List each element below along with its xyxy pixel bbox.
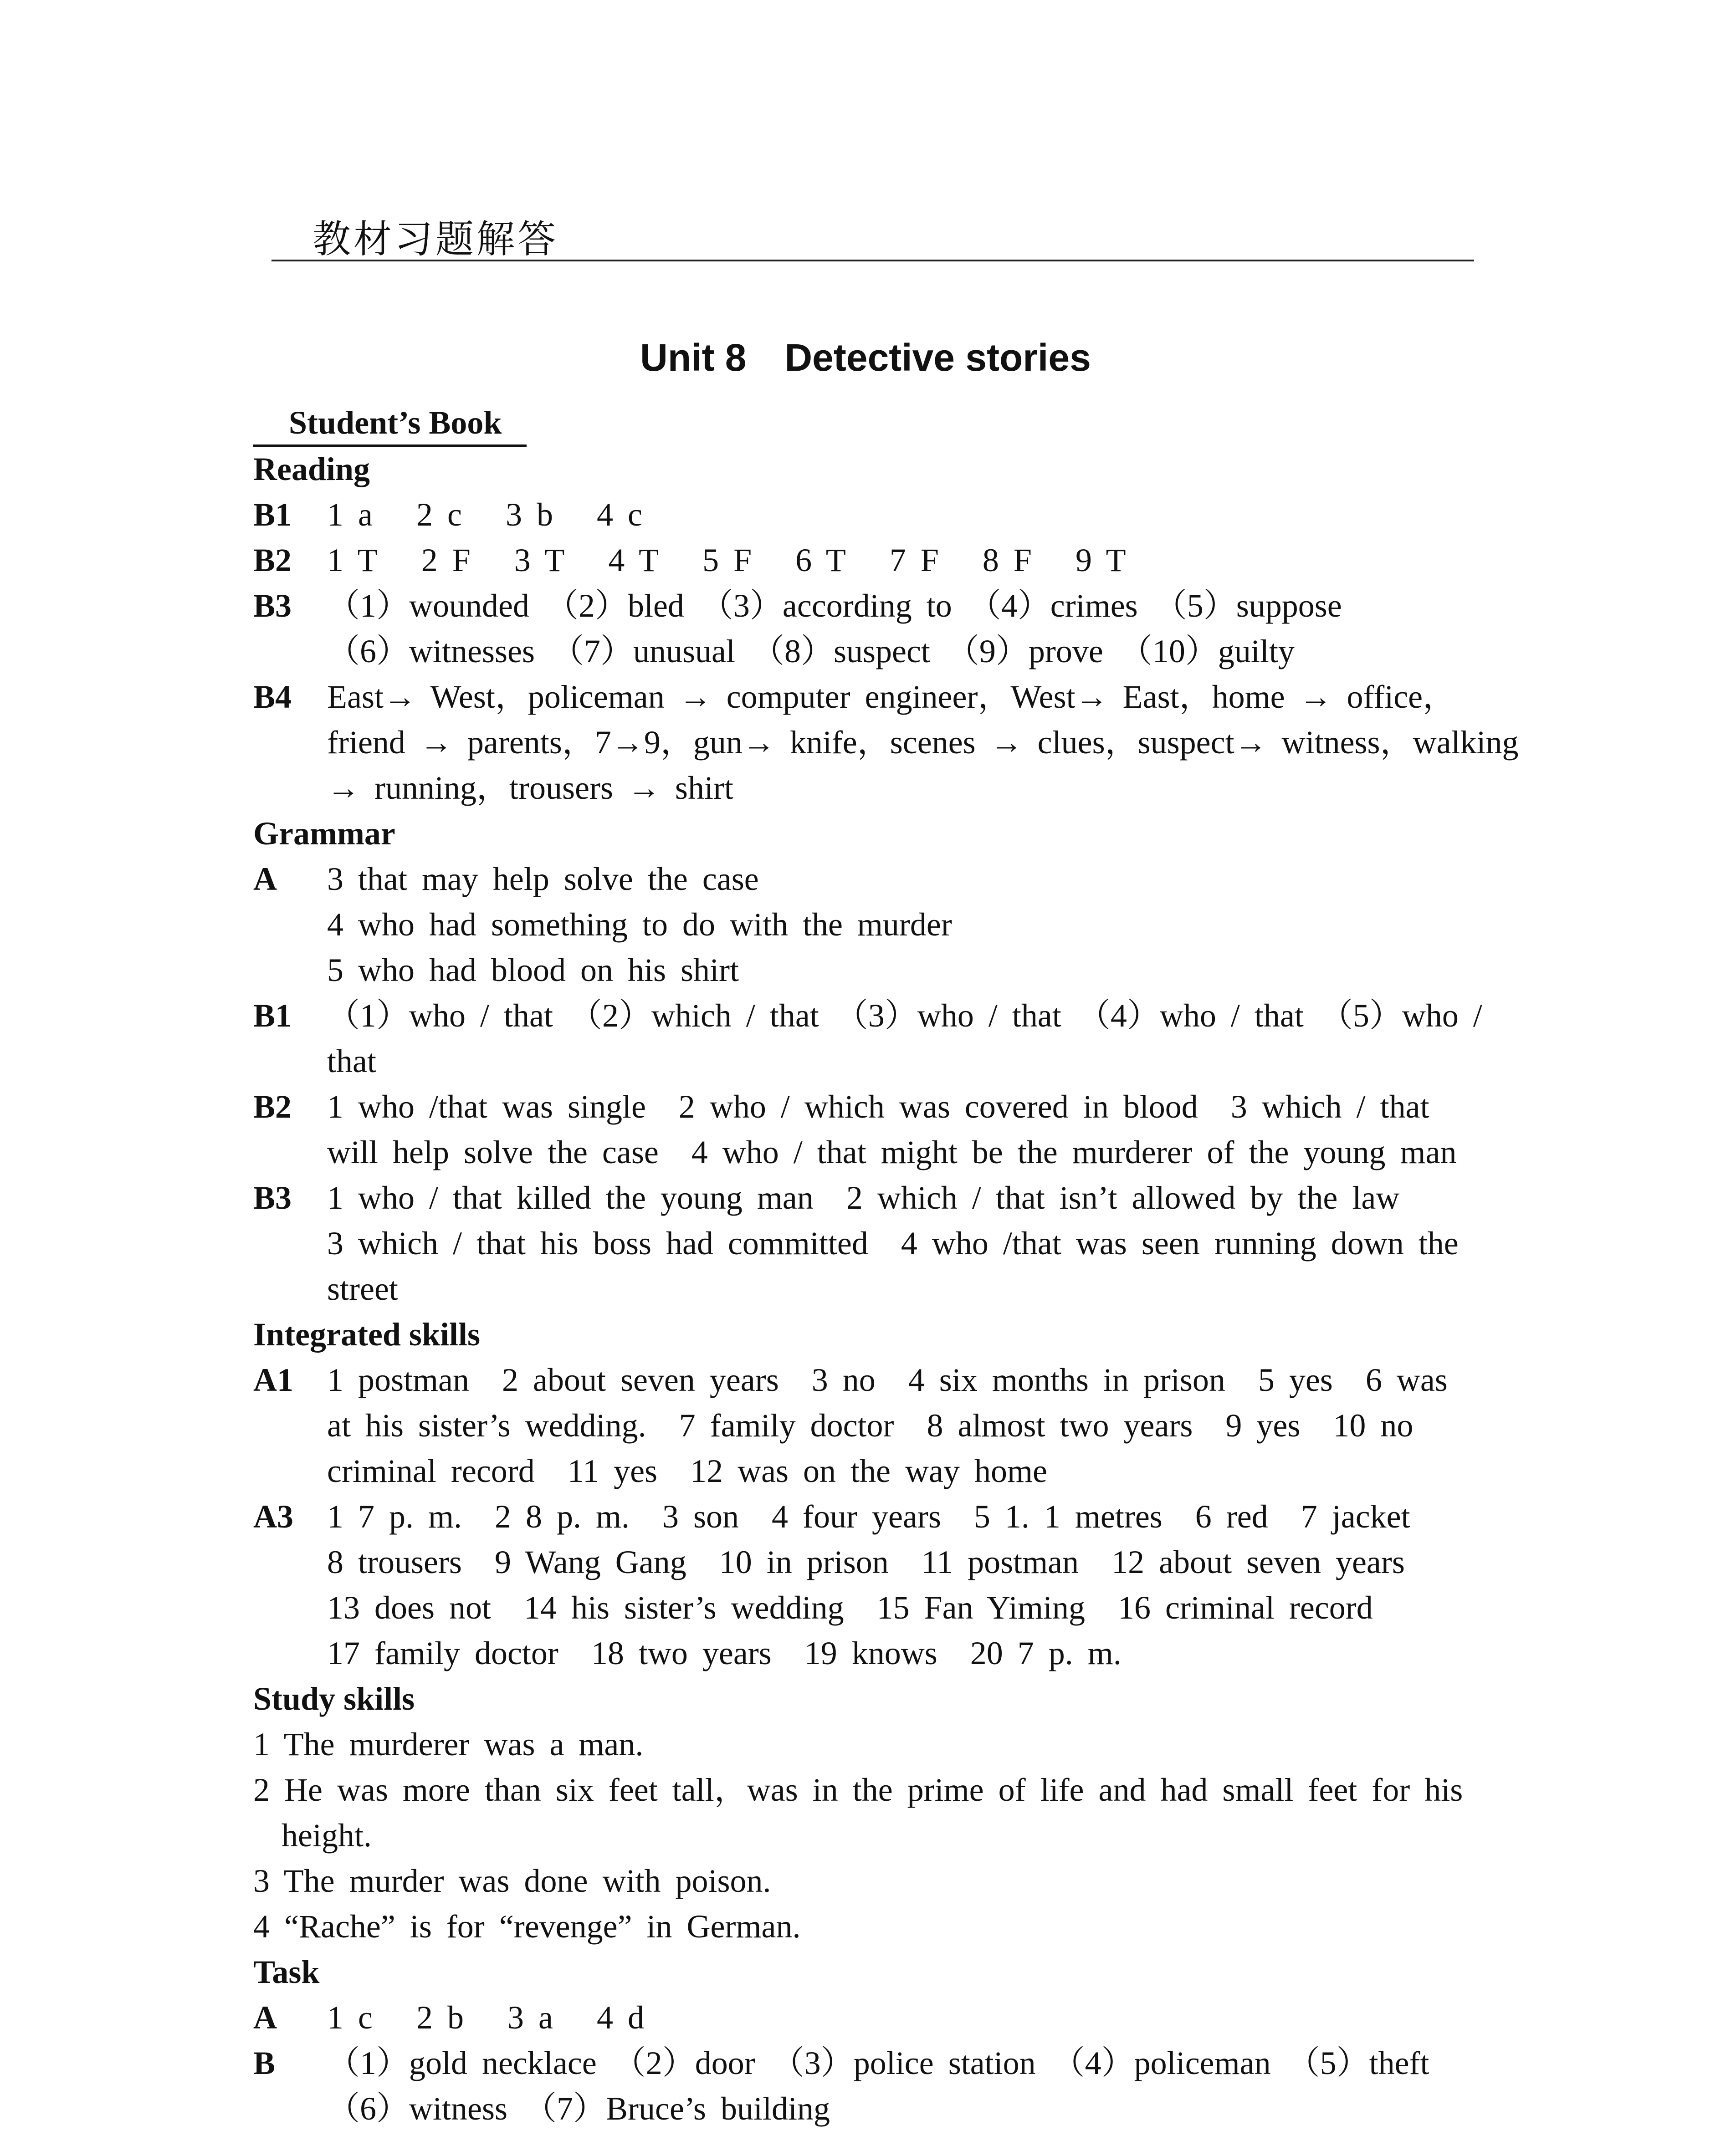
answer-line: 8 trousers 9 Wang Gang 10 in prison 11 postman 12 about seven years: [327, 1544, 1405, 1580]
answer: 3 a: [507, 1999, 553, 2036]
answer-line: 17 family doctor 18 two years 19 knows 20 7 p. m.: [327, 1635, 1122, 1671]
study-skills-item: 2 He was more than six feet tall，was in the prime of life and had small feet for his height.: [253, 1772, 1463, 1854]
task-a: [253, 1995, 1501, 2040]
answer-line: street: [327, 1271, 398, 1307]
answer: 6 T: [795, 542, 846, 578]
answer-line: will help solve the case 4 who / that might be the murderer of the young man: [327, 1134, 1457, 1170]
study-skills-item: 4 “Rache” is for “revenge” in German.: [253, 1908, 801, 1945]
section-title-integrated-skills: Integrated skills: [253, 1316, 481, 1353]
answer-line: （1）who / that （2）which / that （3）who / that （4）who / that （5）who /: [327, 997, 1482, 1034]
question-label: B3: [253, 588, 292, 624]
answer-line: （1）wounded （2）bled （3）according to （4）crimes （5）suppose: [327, 588, 1342, 624]
grammar-a: [253, 856, 1501, 993]
answer-line: （6）witnesses （7）unusual （8）suspect （9）prove （10）guilty: [327, 633, 1295, 669]
question-label: B2: [253, 1088, 292, 1125]
answer: 3 T: [514, 542, 565, 578]
question-label: B2: [253, 542, 292, 578]
answer-line: 1 who / that killed the young man 2 which / that isn’t allowed by the law: [327, 1180, 1400, 1216]
grammar-b2: [253, 1084, 1501, 1175]
question-label: B: [253, 2045, 276, 2081]
question-label: A1: [253, 1362, 293, 1398]
integrated-a3: [253, 1494, 1501, 1676]
answer-line: at his sister’s wedding. 7 family doctor 8 almost two years 9 yes 10 no: [327, 1407, 1413, 1444]
answer-line: （6）witness （7）Bruce’s building: [327, 2090, 830, 2127]
answer: 8 F: [982, 542, 1032, 578]
answer-line: 3 which / that his boss had committed 4 who /that was seen running down the: [327, 1225, 1459, 1262]
answer-line: 5 who had blood on his shirt: [327, 952, 739, 988]
question-label: B1: [253, 496, 292, 533]
grammar-b1: [253, 993, 1501, 1084]
answer: 1 T: [327, 542, 378, 578]
answer: 5 F: [702, 542, 752, 578]
question-label: A3: [253, 1498, 293, 1535]
grammar-b3: [253, 1175, 1501, 1312]
answer: 3 b: [505, 496, 553, 533]
unit-title: Unit 8 Detective stories: [640, 336, 1091, 379]
answer-line: criminal record 11 yes 12 was on the way home: [327, 1453, 1047, 1489]
answer-line: 1 postman 2 about seven years 3 no 4 six months in prison 5 yes 6 was: [327, 1362, 1448, 1398]
answer: 2 c: [416, 496, 462, 533]
answer: 1 a: [327, 496, 373, 533]
answer: 4 d: [596, 1999, 644, 2036]
answer: 2 b: [416, 1999, 464, 2036]
answer: 9 T: [1075, 542, 1126, 578]
study-skills-item: 1 The murderer was a man.: [253, 1726, 644, 1763]
answer-line: East→ West，policeman → computer engineer，West→ East，home → office，: [327, 679, 1456, 715]
integrated-a1: [253, 1357, 1501, 1494]
answer-line: 4 who had something to do with the murder: [327, 906, 952, 943]
reading-b2: [253, 537, 1501, 583]
answer-line: 3 that may help solve the case: [327, 861, 759, 897]
answer: 7 F: [889, 542, 939, 578]
task-b: [253, 2040, 1501, 2131]
section-title-task: Task: [253, 1954, 320, 1990]
answer-line: friend → parents，7→9，gun→ knife，scenes → clues，suspect→ witness，walking: [327, 724, 1519, 761]
answer-line: → running，trousers → shirt: [327, 770, 733, 806]
answer-line: （1）gold necklace （2）door （3）police station （4）policeman （5）theft: [327, 2045, 1429, 2081]
book-label: [253, 401, 527, 447]
answer-content: [253, 446, 1519, 2131]
answer-line: 1 7 p. m. 2 8 p. m. 3 son 4 four years 5 1. 1 metres 6 red 7 jacket: [327, 1498, 1410, 1535]
answer: 1 c: [327, 1999, 373, 2036]
section-title-grammar: Grammar: [253, 815, 395, 852]
section-title-study-skills: Study skills: [253, 1681, 415, 1717]
question-label: B3: [253, 1180, 292, 1216]
header-title: 教材习题解答: [312, 217, 559, 261]
answer: 4 T: [608, 542, 659, 578]
page-header: [271, 200, 1474, 261]
answer-line: that: [327, 1043, 376, 1079]
reading-b1: [253, 492, 1501, 537]
reading-b4: [253, 674, 1519, 811]
study-skills-item: 3 The murder was done with poison.: [253, 1863, 771, 1899]
question-label: A: [253, 1999, 277, 2036]
section-title-reading: Reading: [253, 451, 370, 487]
question-label: B4: [253, 679, 292, 715]
answer-line: 13 does not 14 his sister’s wedding 15 Fan Yiming 16 criminal record: [327, 1589, 1373, 1626]
question-label: B1: [253, 997, 292, 1034]
book-label-text: Student’s Book: [289, 404, 502, 441]
question-label: A: [253, 861, 277, 897]
answer: 2 F: [421, 542, 471, 578]
answer: 4 c: [596, 496, 642, 533]
reading-b3: [253, 583, 1501, 674]
answer-line: 1 who /that was single 2 who / which was covered in blood 3 which / that: [327, 1088, 1429, 1125]
